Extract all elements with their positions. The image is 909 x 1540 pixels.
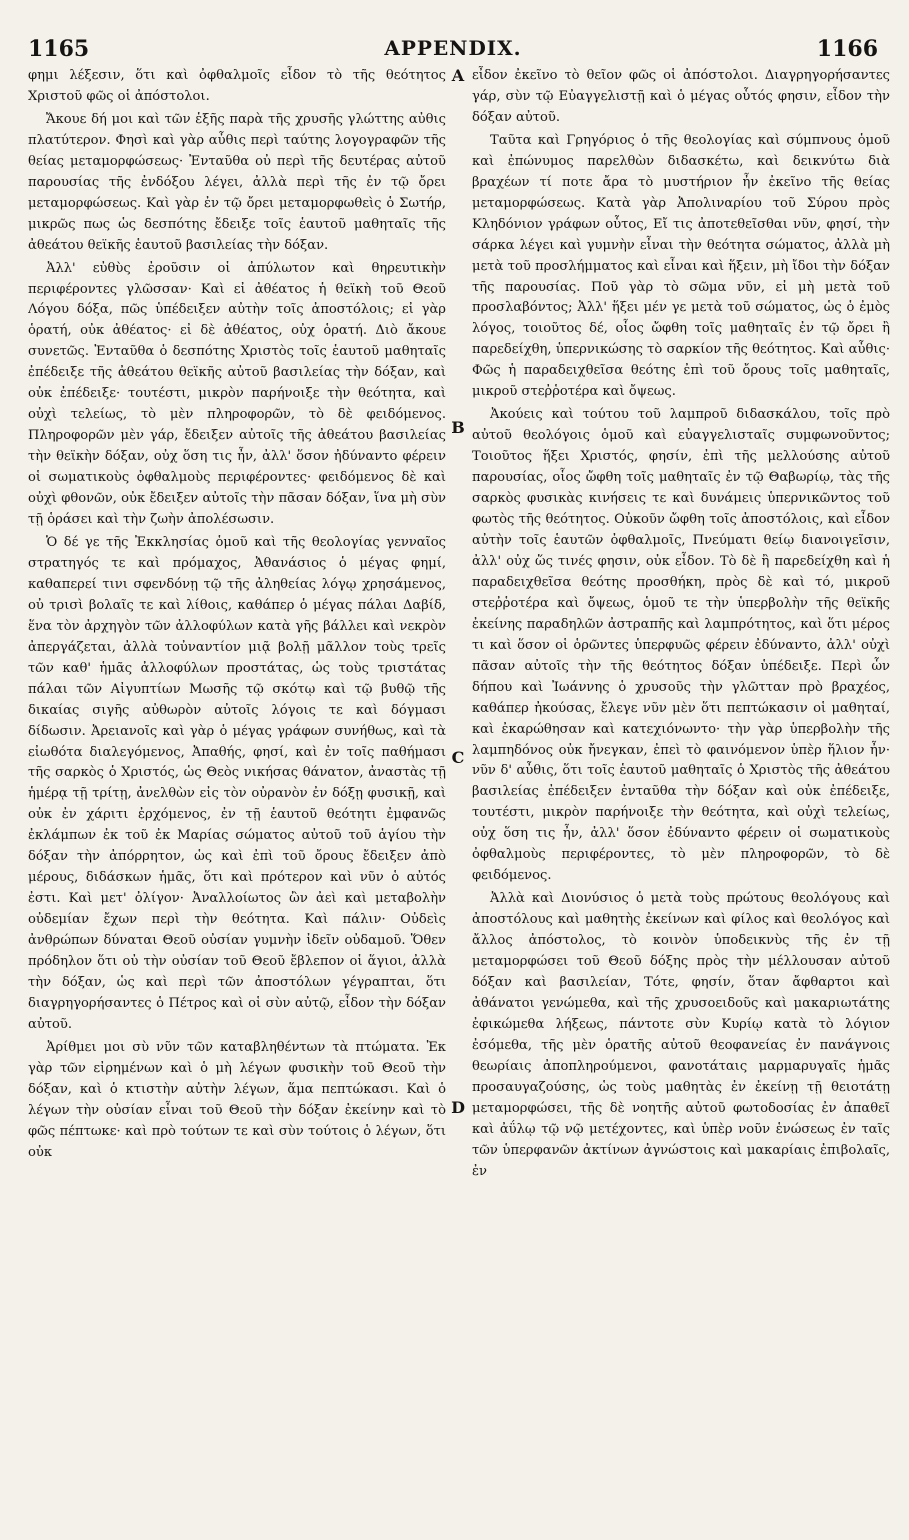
- left-column: [28, 66, 446, 1528]
- paragraph: εἶδον ἐκεῖνο τὸ θεῖον φῶς οἱ ἀπόστολοι. Διαγρηγορήσαντες γάρ, σὺν τῷ Εὐαγγελιστῇ καὶ ὁ μέγας οὗτός φησιν, εἶδον τὴν δόξαν αὐτοῦ.: [472, 68, 890, 125]
- section-marker-a: A: [451, 66, 465, 85]
- section-marker-d: D: [451, 1098, 465, 1117]
- paragraph: φημι λέξεσιν, ὅτι καὶ ὀφθαλμοῖς εἶδον τὸ τῆς θεότητος Χριστοῦ φῶς οἱ ἀπόστολοι.: [28, 68, 446, 104]
- paragraph: Ταῦτα καὶ Γρηγόριος ὁ τῆς θεολογίας καὶ σύμπνους ὁμοῦ καὶ ἐπώνυμος παρελθὼν διδασκέτω, καὶ δεικνύτω διὰ βραχέων τί ποτε ἄρα τὸ μυστήριον ἦν ἐκεῖνο τῆς θείας μεταμορφώσεως. Κατὰ γὰρ Ἀπολιναρίου τοῦ Σύρου πρὸς Κληδόνιον γράφων οὗτος, Εἴ τις ἀποτεθεῖσθαι νῦν, φησί, τὴν σάρκα λέγει καὶ γυμνὴν εἶναι τὴν θεότητα σώματος, ἀλλὰ μὴ μετὰ τοῦ προσλήμματος καὶ εἶναι καὶ ἥξειν, μὴ ἴδοι τὴν δόξαν τῆς παρουσίας. Ποῦ γὰρ τὸ σῶμα νῦν, εἰ μὴ μετὰ τοῦ προσλαβόντος; Ἀλλ' ἥξει μέν γε μετὰ τοῦ σώματος, ὡς ὁ ἐμὸς λόγος, τοιοῦτος δέ, οἷος ὤφθη τοῖς μαθηταῖς ἐν τῷ ὄρει ἢ παρεδείχθη, ὑπερνικώσης τὸ σαρκίον τῆς θεότητος. Καὶ αὖθις· Φῶς ἡ παραδειχθεῖσα θεότης ἐπὶ τοῦ ὄρους τοῖς μαθηταῖς, μικροῦ στεῤῥοτέρα καὶ ὄψεως.: [472, 132, 890, 400]
- page-number-left: 1165: [28, 36, 90, 62]
- paragraph: Ὁ δέ γε τῆς Ἐκκλησίας ὁμοῦ καὶ τῆς θεολογίας γενναῖος στρατηγός τε καὶ πρόμαχος, Ἀθανάσιος ὁ μέγας φημί, καθαπερεί τινι σφενδόνῃ τῷ τῆς ἀληθείας λόγῳ χρησάμενος, οὐ τρισὶ βολαῖς τε καὶ λίθοις, καθάπερ ὁ μέγας πάλαι Δαβίδ, ἕνα τὸν ἀρχηγὸν τῶν ἀλλοφύλων κατὰ γῆς βάλλει καὶ νεκρὸν ἀπεργάζεται, ἀλλὰ τοὐναντίον μιᾷ βολῇ μᾶλλον τοὺς τρεῖς τῶν καθ' ἡμᾶς ἀλλοφύλων προστάτας, ὡς τοὺς τριστάτας πάλαι τῶν Αἰγυπτίων Μωσῆς τῷ σκότῳ καὶ τῷ βυθῷ τῆς δικαίας σιγῆς αὐθωρὸν αὐτοῖς λόγοις τε καὶ δόγμασι δίδωσιν. Ἀρειανοῖς καὶ γὰρ ὁ μέγας γράφων συνήθως, καὶ τὰ εἰωθότα διαλεγόμενος, Ἀπαθής, φησί, καὶ ἐν τοῖς παθήμασι τῆς σαρκὸς ὁ Χριστός, ὡς Θεὸς νικήσας θάνατον, ἀναστὰς τῇ ἡμέρᾳ τῇ τρίτῃ, ἀνελθὼν εἰς τὸν οὐρανὸν ἐν δόξῃ φυσικῇ, καὶ οὐκ ἐν χάριτι ἐρχόμενος, ἐν τῇ ἑαυτοῦ θεότητι ἐμφανῶς ἐκλάμπων ἐκ τοῦ ἐκ Μαρίας σώματος αὐτοῦ τοῦ ἁγίου τὴν δόξαν τὴν ἀπόρρητον, ὡς καὶ ἐπὶ τοῦ ὄρους ἔδειξεν ἀπὸ μέρους, διδάσκων ἡμᾶς, ὅτι καὶ πρότερον καὶ νῦν ὁ αὐτός ἐστι. Καὶ μετ' ὀλίγον· Ἀναλλοίωτος ὢν ἀεὶ καὶ μεταβολὴν οὐδεμίαν ἔχων περὶ τὴν θεότητα. Καὶ πάλιν· Οὐδεὶς ἀνθρώπων δύναται Θεοῦ οὐσίαν γυμνὴν ἰδεῖν οὐδαμοῦ. Ὅθεν πρόδηλον ὅτι οὐ τὴν οὐσίαν τοῦ Θεοῦ ἔβλεπον οἱ ἅγιοι, ἀλλὰ τὴν δόξαν, ὡς καὶ περὶ τῶν ἀποστόλων γέγραπται, ὅτι διαγρηγορήσαντες ὁ Πέτρος καὶ οἱ σὺν αὐτῷ, εἶδον τὴν δόξαν αὐτοῦ.: [28, 534, 446, 1032]
- running-head: APPENDIX.: [384, 36, 522, 60]
- section-marker-b: B: [451, 418, 465, 437]
- paragraph: Ἀλλὰ καὶ Διονύσιος ὁ μετὰ τοὺς πρώτους θεολόγους καὶ ἀποστόλους καὶ μαθητὴς ἐκείνων καὶ φίλος καὶ θεολόγος καὶ ἄλλος ἀπόστολος, τὸ κοινὸν ὑποδεικνὺς τῆς ἐν τῇ μεταμορφώσει τοῦ Θεοῦ δόξης πρὸς τὴν μέλλουσαν αὐτοῦ δόξαν καὶ βασιλείαν, Τότε, φησίν, ὅταν ἄφθαρτοι καὶ ἀθάνατοι γενώμεθα, καὶ τῆς χρυσοειδοῦς καὶ μακαριωτάτης ἐφικώμεθα λήξεως, πάντοτε σὺν Κυρίῳ κατὰ τὸ λόγιον ἐσόμεθα, τῆς μὲν ὁρατῆς αὐτοῦ θεοφανείας ἐν πανάγνοις θεωρίαις ἀποπληρούμενοι, φανοτάταις μαρμαρυγαῖς ἡμᾶς προσαυγαζούσης, ὡς τοὺς μαθητὰς ἐν ἐκείνῃ τῇ θειοτάτῃ μεταμορφώσει, τῆς δὲ νοητῆς αὐτοῦ φωτοδοσίας ἐν ἀπαθεῖ καὶ ἀΰλῳ τῷ νῷ μετέχοντες, καὶ ὑπὲρ νοῦν ἑνώσεως ἐν ταῖς τῶν ὑπερφανῶν ἀκτίνων ἀγνώστοις καὶ μακαρίαις ἐπιβολαῖς, ἐν: [472, 891, 890, 1179]
- page-header: [28, 36, 878, 66]
- section-marker-c: C: [451, 748, 465, 767]
- paragraph: Ἀλλ' εὐθὺς ἐροῦσιν οἱ ἀπύλωτον καὶ θηρευτικὴν περιφέροντες γλῶσσαν· Καὶ εἰ ἀθέατος ἡ θεϊκὴ τοῦ Θεοῦ Λόγου δόξα, πῶς ὑπέδειξεν αὐτὴν τοῖς ἀποστόλοις; εἰ γὰρ ὁρατή, οὐκ ἀθέατος· εἰ δὲ ἀθέατος, οὐχ ὁρατή. Διὸ ἄκουε συνετῶς. Ἐνταῦθα ὁ δεσπότης Χριστὸς τοῖς ἑαυτοῦ μαθηταῖς ἐπέδειξε τῆς ἀθεάτου θεϊκῆς αὐτοῦ βασιλείας τὴν δόξαν, καὶ οὐκ ἐπέδειξε· τουτέστι, μικρὸν παρήνοιξε τὴν θεότητα, καὶ οὐχὶ τελείως, τὸ μὲν πληροφορῶν, τὸ δὲ φειδόμενος. Πληροφορῶν μὲν γάρ, ἔδειξεν αὐτοῖς τῆς ἀθεάτου βασιλείας τὴν θεϊκὴν δόξαν, οὐχ ὅση τις ἦν, ἀλλ' ὅσον ἠδύναντο φέρειν οἱ σωματικοὺς ὀφθαλμοὺς περιφέροντες· φειδόμενος δὲ καὶ οὐχὶ φθονῶν, οὐκ ἔδειξεν αὐτοῖς τὴν πᾶσαν δόξαν, ἵνα μὴ σὺν τῇ ὁράσει καὶ τὴν ζωὴν ἀπολέσωσιν.: [28, 260, 446, 528]
- right-column: [472, 66, 890, 1528]
- paragraph: Ἀρίθμει μοι σὺ νῦν τῶν καταβληθέντων τὰ πτώματα. Ἐκ γὰρ τῶν εἰρημένων καὶ ὁ μὴ λέγων φυσικὴν τοῦ Θεοῦ τὴν δόξαν, καὶ ὁ κτιστὴν αὐτὴν λέγων, ἅμα πεπτώκασι. Καὶ ὁ λέγων τὴν οὐσίαν εἶναι τοῦ Θεοῦ τὴν δόξαν ἐκείνην καὶ τὸ φῶς πέπτωκε· καὶ πρὸ τούτων τε καὶ σὺν τούτοις ὁ λέγων, ὅτι οὐκ: [28, 1039, 446, 1160]
- paragraph: Ἀκούεις καὶ τούτου τοῦ λαμπροῦ διδασκάλου, τοῖς πρὸ αὐτοῦ θεολόγοις ὁμοῦ καὶ εὐαγγελισταῖς συμφωνοῦντος; Τοιοῦτος ἥξει Χριστός, φησίν, ἐπὶ τῆς μελλούσης αὐτοῦ παρουσίας, οἷος ὤφθη τοῖς μαθηταῖς ἐν τῷ Θαβωρίῳ, τὰς τῆς σαρκὸς φυσικὰς κινήσεις τε καὶ δυνάμεις ὑπερνικῶντος τοῦ φωτὸς τῆς θεότητος. Οὐκοῦν ὤφθη τοῖς ἀποστόλοις, καὶ εἶδον αὐτὴν τοῖς ἑαυτῶν ὀφθαλμοῖς, Πνεύματι θείῳ διανοιγεῖσιν, ἀλλ' οὐχ ὥς τινές φησιν, οὐκ εἶδον. Τὸ δὲ ἢ παρεδείχθη καὶ ἡ παραδειχθεῖσα θεότης προσθήκη, πρὸς δὲ καὶ τό, μικροῦ στεῤῥοτέρα καὶ ὄψεως, ὁμοῦ τε τὴν ὑπερβολὴν τῆς θεϊκῆς ἐκείνης παραδηλῶν ἀστραπῆς καὶ λαμπρότητος, καὶ ὅτι μέρος τι καὶ ὅσον οἱ ὁρῶντες ὑπερφυῶς φέρειν ἐδύναντο, ἀλλ' οὐχὶ πᾶσαν αὐτοῖς τὴν τῆς θεότητος δόξαν ὑπέδειξε. Περὶ ὧν δήπου καὶ Ἰωάννης ὁ χρυσοῦς τὴν γλῶτταν πρὸ βραχέος, καθάπερ ἠκούσας, ἔλεγε νῦν μὲν ὅτι πεπτώκασιν οἱ μαθηταί, καὶ ἐκαρώθησαν καὶ κατεχιόνωντο· τὴν γὰρ ὑπερβολὴν τῆς λαμπηδόνος οὐκ ἤνεγκαν, ἐπεὶ τὸ φαινόμενον ὑπὲρ ἥλιον ἦν· νῦν δ' αὖθις, ὅτι τοῖς ἑαυτοῦ μαθηταῖς ὁ Χριστὸς τῆς ἀθεάτου βασιλείας ἐπέδειξεν ἐνταῦθα τὴν δόξαν καὶ οὐκ ἐπέδειξε, τουτέστι, μικρὸν παρήνοιξε τὴν θεότητα, καὶ οὐχὶ τελείως, οὐχ ὅση τις ἦν, ἀλλ' ὅσον ἐδύναντο φέρειν οἱ σωματικοὺς ὀφθαλμοὺς περιφέροντες, τὸ μὲν πληροφορῶν, τὸ δὲ φειδόμενος.: [472, 407, 890, 884]
- page-number-right: 1166: [816, 36, 878, 62]
- paragraph: Ἄκουε δή μοι καὶ τῶν ἑξῆς παρὰ τῆς χρυσῆς γλώττης αὐθις πλατύτερον. Φησὶ καὶ γὰρ αὖθις περὶ ταύτης λογογραφῶν τῆς θείας μεταμορφώσεως· Ἐνταῦθα οὐ περὶ τῆς δευτέρας αὐτοῦ παρουσίας τῆς ἐνδόξου λέγει, ἀλλὰ περὶ τῆς ἐν τῷ ὄρει μεταμορφώσεως. Καὶ γὰρ ἐν τῷ ὄρει μεταμορφωθεὶς ὁ Σωτήρ, μικρῶς πως ὡς δεσπότης ἔδειξε τοῖς ἑαυτοῦ μαθηταῖς τῆς ἀθεάτου θεϊκῆς ἑαυτοῦ βασιλείας τὴν δόξαν.: [28, 111, 446, 253]
